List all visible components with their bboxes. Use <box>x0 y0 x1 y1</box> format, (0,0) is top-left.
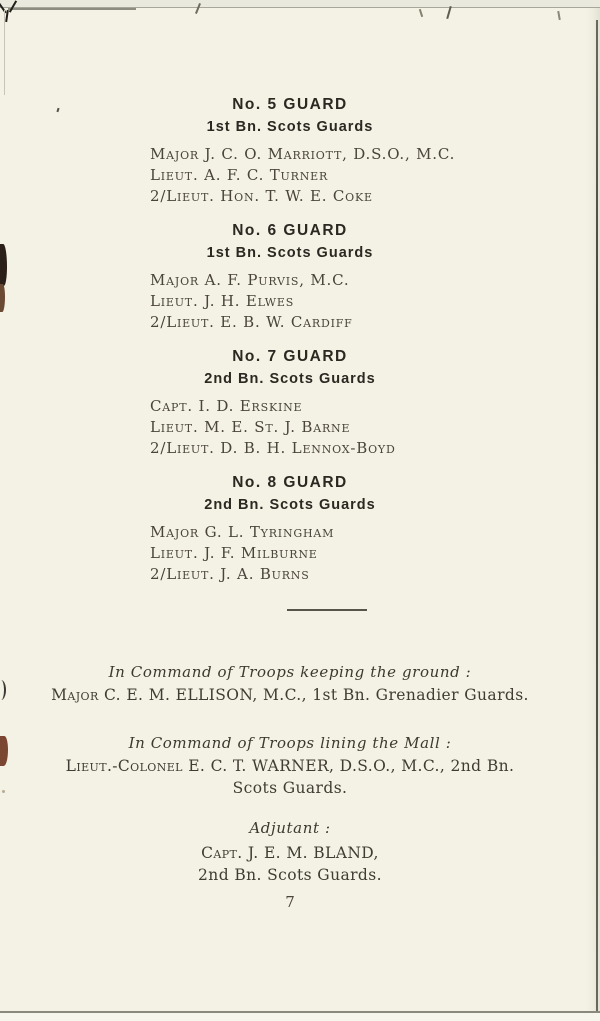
guard-battalion: 1st Bn. Scots Guards <box>206 245 374 261</box>
command-adjutant <box>50 818 530 886</box>
command-keeping-ground <box>50 662 530 706</box>
scan-right-edge <box>596 20 598 1012</box>
page-number: 7 <box>285 893 295 911</box>
officer-rank: Major <box>51 686 99 704</box>
command-lining-mall <box>50 733 530 799</box>
binding-curve-mark <box>0 680 6 700</box>
officer-list <box>150 144 530 207</box>
section-divider <box>287 609 367 611</box>
officer-line: Lieut. M. E. St. J. Barne <box>150 418 351 436</box>
officer-line: 2/Lieut. Hon. T. W. E. Coke <box>150 187 373 205</box>
command-line <box>50 684 530 706</box>
officer-unit: Scots Guards. <box>232 779 348 797</box>
guard-section-7 <box>50 347 530 459</box>
command-line <box>50 864 530 886</box>
officer-list <box>150 396 530 459</box>
officer-line: 2/Lieut. E. B. W. Cardiff <box>150 313 353 331</box>
officer-line: Major G. L. Tyringham <box>150 523 335 541</box>
binding-stain-dark <box>0 244 7 286</box>
paper-speck <box>2 790 5 793</box>
command-line <box>50 842 530 864</box>
officer-name: C. E. M. ELLISON, M.C., 1st Bn. Grenadier Guards. <box>98 686 529 704</box>
scan-corner-mark <box>5 10 9 22</box>
officer-rank: Lieut.-Colonel <box>65 757 183 775</box>
scan-left-line <box>4 10 5 95</box>
guard-battalion: 1st Bn. Scots Guards <box>206 119 374 135</box>
officer-line: Capt. I. D. Erskine <box>150 397 303 415</box>
officer-rank: Capt. <box>201 844 243 862</box>
officer-line: 2/Lieut. D. B. H. Lennox-Boyd <box>150 439 396 457</box>
command-heading: Adjutant : <box>249 819 331 837</box>
officer-line: Lieut. J. H. Elwes <box>150 292 295 310</box>
guard-title: No. 6 GUARD <box>232 222 348 239</box>
guard-battalion: 2nd Bn. Scots Guards <box>204 371 376 387</box>
officer-list <box>150 270 530 333</box>
officer-line: Major J. C. O. Marriott, D.S.O., M.C. <box>150 145 456 163</box>
guard-battalion: 2nd Bn. Scots Guards <box>204 497 376 513</box>
scan-top-tick <box>557 11 561 20</box>
command-heading: In Command of Troops keeping the ground : <box>108 663 472 681</box>
binding-stain-brown <box>0 284 5 312</box>
binding-stain-red <box>0 736 8 766</box>
officer-name: E. C. T. WARNER, D.S.O., M.C., 2nd Bn. <box>182 757 515 775</box>
officer-list <box>150 522 530 585</box>
officer-line: Lieut. J. F. Milburne <box>150 544 318 562</box>
command-line <box>50 777 530 799</box>
guard-section-5 <box>50 95 530 207</box>
officer-line: 2/Lieut. J. A. Burns <box>150 565 310 583</box>
guard-title: No. 8 GUARD <box>232 474 348 491</box>
officer-unit: 2nd Bn. Scots Guards. <box>198 866 382 884</box>
command-line <box>50 755 530 777</box>
officer-line: Major A. F. Purvis, M.C. <box>150 271 350 289</box>
officer-line: Lieut. A. F. C. Turner <box>150 166 329 184</box>
command-heading: In Command of Troops lining the Mall : <box>128 734 452 752</box>
officer-name: J. E. M. BLAND, <box>242 844 379 862</box>
guard-section-6 <box>50 221 530 333</box>
guard-title: No. 5 GUARD <box>232 96 348 113</box>
guard-section-8 <box>50 473 530 585</box>
scan-bottom-strip <box>0 1013 600 1021</box>
guard-title: No. 7 GUARD <box>232 348 348 365</box>
page-content <box>50 0 530 911</box>
